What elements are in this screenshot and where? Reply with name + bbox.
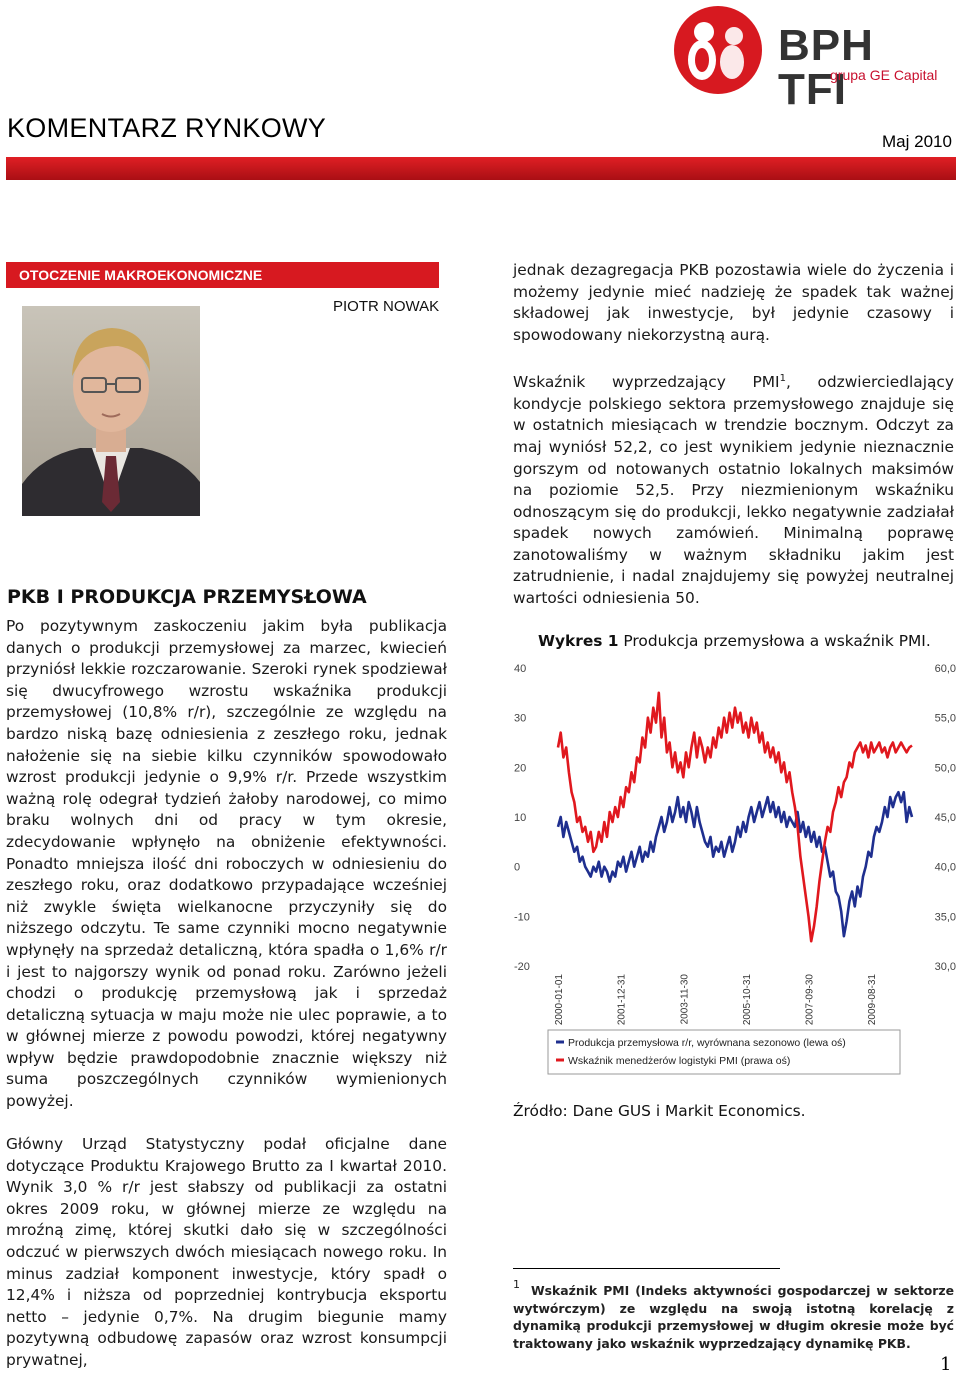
chart-caption: [538, 632, 931, 650]
left-tick-label: -10: [514, 911, 530, 924]
author-photo: [22, 306, 200, 516]
line-chart: [510, 656, 958, 1088]
section-label: OTOCZENIE MAKROEKONOMICZNE: [6, 262, 439, 288]
left-tick-label: 0: [514, 861, 521, 874]
x-tick-label: 2009-08-31: [867, 974, 879, 1026]
logo-subtitle: grupa GE Capital: [830, 67, 938, 83]
right-tick-label: 55,0: [934, 712, 956, 725]
left-tick-label: 20: [514, 762, 527, 775]
footnote-text: Wskaźnik PMI (Indeks aktywności gospodarczej w sektorze wytwórczym) ze względu na swoją istotną korelację z dynamiką produkcji przemysłowej w długim okresie może być traktowany jako wskaźnik wyprzedzający dynamikę PKB.: [513, 1283, 954, 1351]
title-divider-bar: [6, 157, 956, 180]
paragraph-4-lead: Wskaźnik wyprzedzający PMI: [513, 373, 780, 392]
right-tick-label: 40,0: [934, 861, 956, 874]
right-tick-label: 30,0: [934, 961, 956, 973]
left-tick-label: 10: [514, 812, 527, 824]
x-tick-label: 2003-11-30: [679, 974, 691, 1025]
footnote-ref[interactable]: 1: [779, 373, 786, 384]
logo-text: BPH TFI: [778, 21, 874, 114]
x-tick-label: 2005-10-31: [741, 974, 753, 1026]
footnote-number: 1: [513, 1278, 520, 1291]
article-paragraph-1: Po pozytywnym zaskoczeniu jakim była publikacja danych o produkcji przemysłowej za marzec, kwiecień przyniósł lekkie rozczarowanie. Szeroki rynek spodziewał się dwucyfrowego wzrostu wskaźnika produkcji przemysłowej (10,8% r/r), szczególnie ze względu na bardzo niską bazę odniesienia z zeszłego roku, jednak nałożenie się na siebie kilku czynników spowodowało wzrost produkcji jedynie o 9,9% r/r. Przede wszystkim ważną rolę odegrał tydzień żałoby narodowej, co mimo braku wolnych dni od pracy w tym okresie, zdecydowanie wpłynęło na obniżenie efektywności. Ponadto mniejsza ilość dni roboczych w odniesieniu do zeszłego roku, oraz dodatkowo przypadające wcześniej niż zwykle święta wielkanocne przyczyniły się do niższego odczytu. Te same czynniki mocno negatywnie wpłynęły na sprzedaż detaliczną, która spadła o 1,6% r/r i jest to najgorszy wynik od ponad roku. Zarówno jeżeli chodzi o produkcję przemysłową jak i sprzedaż detaliczną sytuacja w maju może nie ulec poprawie, a to w głównej mierze z powodu powodzi, której negatywny wpływ będzie prawdopodobnie znacznie większy niż suma poszczególnych czynników wymienionych powyżej.: [6, 617, 447, 1111]
chart-label: Wykres 1: [538, 632, 619, 650]
left-tick-label: 40: [514, 663, 527, 675]
author-name: PIOTR NOWAK: [333, 298, 440, 315]
left-tick-label: 30: [514, 712, 527, 725]
right-tick-label: 45,0: [934, 812, 956, 824]
x-tick-label: 2007-09-30: [804, 974, 816, 1026]
logo-emblem-icon: [668, 2, 776, 96]
article-heading: PKB I PRODUKCJA PRZEMYSŁOWA: [7, 586, 367, 608]
footnote-separator: [513, 1268, 780, 1269]
x-tick-label: 2000-01-01: [554, 974, 565, 1026]
x-tick-label: 2001-12-31: [616, 974, 628, 1026]
paragraph-4-body: , odzwierciedlający kondycje polskiego sektora przemysłowego znajduje się w ostatnich miesiącach w trendzie bocznym. Odczyt za maj wyniósł 52,2, co jest wynikiem jedynie nieznacznie gorszym od notowanych ostatnio lokalnych maksimów na poziomie 52,5. Przy niezmienionym wskaźniku odnoszącym się do produkcji, lekko negatywnie zadziałał spadek nowych zamówień. Minimalną poprawę zanotowaliśmy w ważnym składniku jakim jest zatrudnienie, i nadal znajdujemy się powyżej neutralnej wartości odniesienia 50.: [513, 373, 954, 608]
chart-caption-text: Produkcja przemysłowa a wskaźnik PMI.: [623, 632, 931, 650]
left-tick-label: -20: [514, 961, 530, 973]
page-title: KOMENTARZ RYNKOWY: [7, 113, 327, 143]
series-line-pmi: [558, 693, 912, 941]
right-tick-label: 35,0: [934, 911, 956, 924]
article-paragraph-2: Główny Urząd Statystyczny podał oficjalne dane dotyczące Produktu Krajowego Brutto za I kwartał 2010. Wynik 3,0 % r/r jest słabszy od publikacji za ostatni okres 2009 roku, w głównej mierze ze względu na mroźną zimę, której skutki dało się w szczególności odczuć w pierwszych dwóch miesiącach nowego roku. In minus zadział komponent inwestycje, który spadł o 12,4% i niższa od poprzedniej kontrybucja eksportu netto – jedynie 0,7%. Na drugim biegunie mamy pozytywną odbudowę zapasów oraz wzrost konsumpcji prywatnej,: [6, 1135, 447, 1369]
article-paragraph-3: jednak dezagregacja PKB pozostawia wiele do życzenia i możemy jedynie mieć nadzieję że spadek tak ważnej składowej jak inwestycje, był jedynie czasowy i spowodowany niekorzystną aurą.: [513, 261, 954, 344]
right-tick-label: 60,0: [934, 663, 956, 675]
article-paragraph-4: [513, 368, 954, 610]
chart-source: Źródło: Dane GUS i Markit Economics.: [513, 1102, 806, 1120]
legend-label: Produkcja przemysłowa r/r, wyrównana sezonowo (lewa oś): [568, 1037, 846, 1049]
bph-tfi-logo: [668, 2, 940, 114]
chart: [510, 656, 958, 1088]
page-number: 1: [940, 1354, 952, 1375]
right-tick-label: 50,0: [934, 762, 956, 775]
report-date: Maj 2010: [882, 132, 952, 151]
legend-label: Wskaźnik menedżerów logistyki PMI (prawa oś): [568, 1055, 791, 1067]
